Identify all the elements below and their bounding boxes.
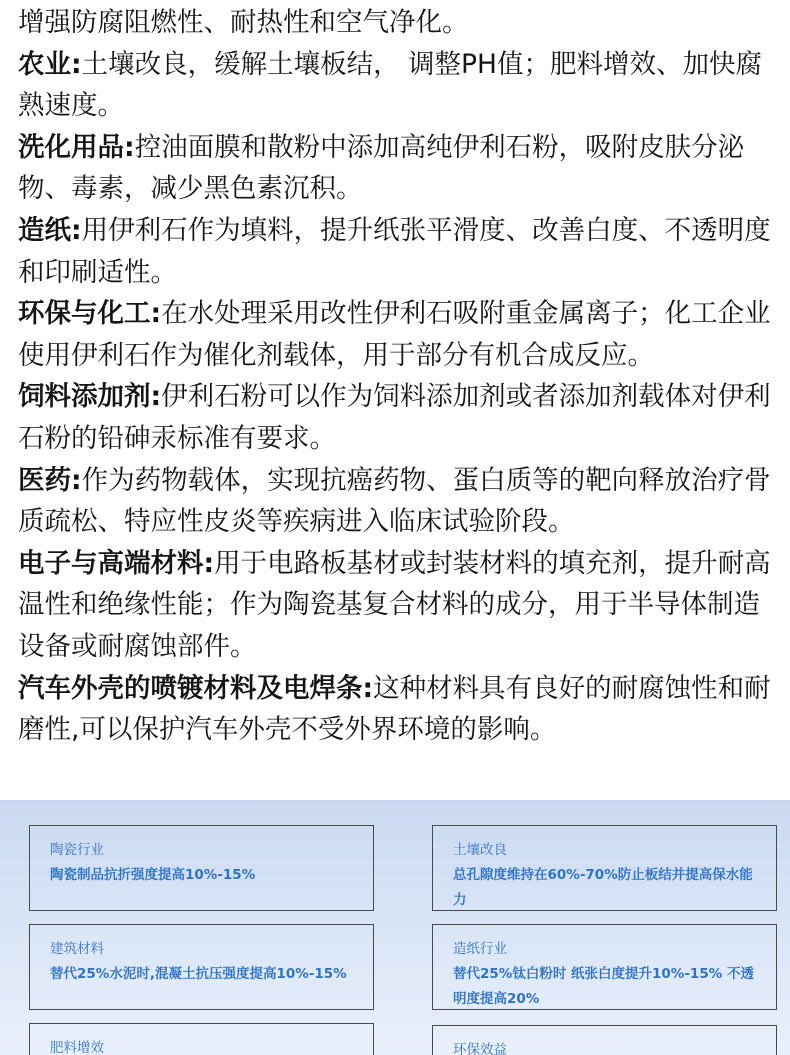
paragraph-papermaking	[18, 210, 772, 293]
paragraph-text: 控油面膜和散粉中添加高纯伊利石粉，吸附皮肤分泌物、毒素，减少黑色素沉积。	[18, 131, 745, 205]
paragraph-environment-chemical	[18, 293, 772, 376]
card-desc: 替代25%水泥时,混凝土抗压强度提高10%-15%	[50, 966, 347, 982]
paragraph-text: 作为药物载体，实现抗癌药物、蛋白质等的靶向释放治疗骨质疏松、特应性皮炎等疾病进入临床试验阶段。	[18, 464, 771, 538]
paragraph-label: 洗化用品:	[18, 131, 135, 163]
card-desc: 替代25%钛白粉时 纸张白度提升10%-15% 不透明度提高20%	[453, 966, 754, 1007]
card-environmental	[432, 1025, 777, 1055]
card-building-materials	[29, 924, 374, 1010]
paragraph-intro	[18, 2, 772, 44]
card-title: 环保效益	[453, 1042, 507, 1055]
card-paper-industry	[432, 924, 777, 1010]
paragraph-text: 伊利石粉可以作为饲料添加剂或者添加剂载体对伊利石粉的铅砷汞标准有要求。	[18, 381, 771, 454]
card-title: 肥料增效	[50, 1040, 104, 1055]
paragraph-label: 环保与化工:	[18, 298, 162, 330]
paragraph-label: 造纸:	[18, 214, 82, 246]
card-desc: 总孔隙度维持在60%-70%防止板结并提高保水能力	[453, 867, 753, 908]
card-soil	[432, 825, 777, 911]
paragraph-label: 饲料添加剂:	[18, 381, 162, 413]
card-title: 陶瓷行业	[50, 842, 104, 858]
paragraph-medicine	[18, 460, 772, 543]
paragraph-electronics	[18, 543, 772, 668]
card-desc: 陶瓷制品抗折强度提高10%-15%	[50, 867, 256, 883]
paragraph-text: 用伊利石作为填料，提升纸张平滑度、改善白度、不透明度和印刷适性。	[18, 214, 771, 288]
paragraph-text: 增强防腐阻燃性、耐热性和空气净化。	[18, 7, 469, 38]
card-title: 建筑材料	[50, 941, 104, 957]
card-fertilizer	[29, 1023, 374, 1055]
paragraph-text: 这种材料具有良好的耐腐蚀性和耐磨性,可以保护汽车外壳不受外界环境的影响。	[18, 672, 771, 746]
card-title: 土壤改良	[453, 842, 507, 858]
paragraph-label: 农业:	[18, 48, 82, 80]
paragraph-automotive	[18, 668, 772, 751]
paragraph-text: 土壤改良，缓解土壤板结， 调整PH值；肥料增效、加快腐熟速度。	[18, 48, 762, 122]
card-title: 造纸行业	[453, 941, 507, 957]
paragraph-cosmetics	[18, 127, 772, 210]
paragraph-agriculture	[18, 44, 772, 127]
benefit-cards-panel	[0, 800, 790, 1055]
card-ceramics	[29, 825, 374, 911]
paragraph-text: 用于电路板基材或封装材料的填充剂，提升耐高温性和绝缘性能；作为陶瓷基复合材料的成分，用于半导体制造设备或耐腐蚀部件。	[18, 547, 771, 662]
paragraph-label: 汽车外壳的喷镀材料及电焊条:	[18, 672, 374, 704]
paragraph-text: 在水处理采用改性伊利石吸附重金属离子；化工企业使用伊利石作为催化剂载体，用于部分有机合成反应。	[18, 298, 771, 371]
paragraph-label: 医药:	[18, 464, 82, 496]
paragraph-label: 电子与高端材料:	[18, 547, 215, 579]
paragraph-feed-additive	[18, 376, 772, 459]
